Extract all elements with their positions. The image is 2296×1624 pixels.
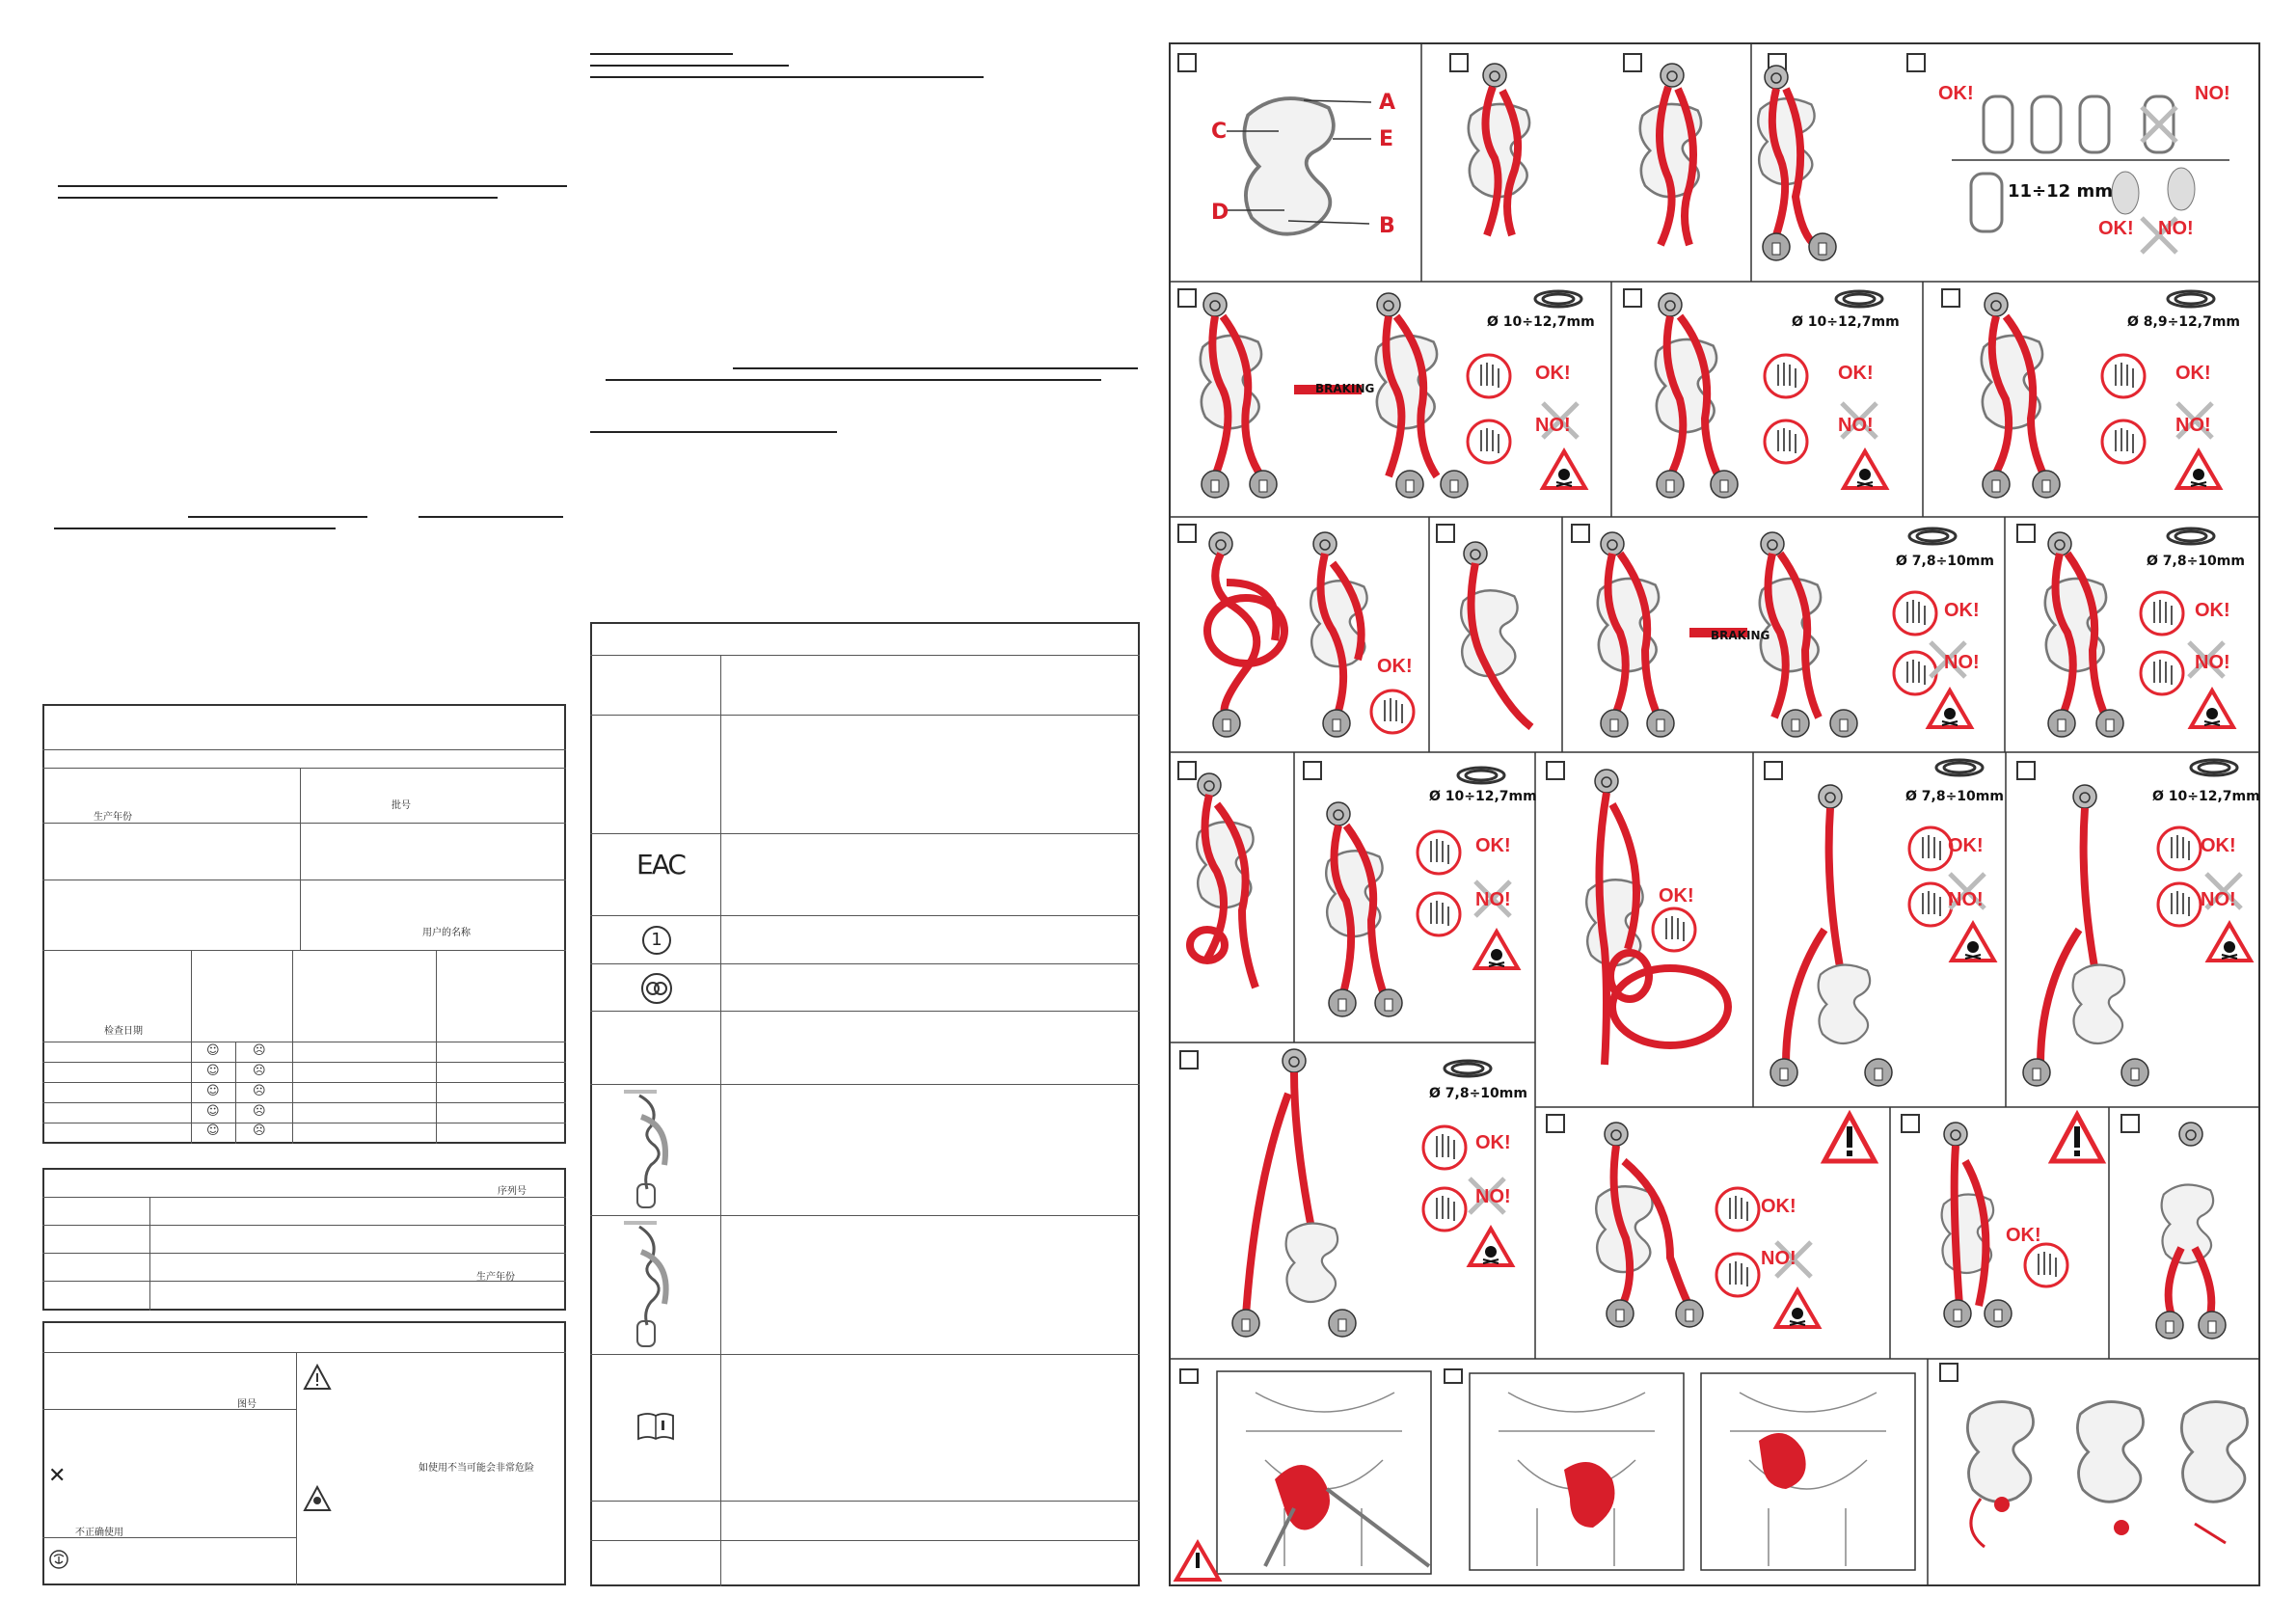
- ok-label: OK!: [1475, 1132, 1511, 1153]
- label-d: D: [1211, 201, 1229, 225]
- ok-label: OK!: [1761, 1196, 1796, 1217]
- ok-face-icon: ☺: [206, 1043, 220, 1058]
- ok-label: OK!: [1475, 835, 1511, 856]
- ko-face-icon: ☹: [253, 1123, 266, 1138]
- cross-icon: ✕: [48, 1464, 67, 1488]
- underline: [54, 528, 336, 529]
- danger-skull-icon: [303, 1485, 332, 1512]
- rope-diameter: Ø 7,8÷10mm: [1896, 554, 1994, 569]
- danger-label: 如使用不当可能会非常危险: [419, 1463, 534, 1474]
- read-manual-icon: [636, 1410, 675, 1441]
- no-label: NO!: [1761, 1248, 1796, 1269]
- underline: [188, 516, 367, 518]
- ok-label: OK!: [1659, 885, 1694, 907]
- eac-mark: EAC: [636, 849, 685, 880]
- ok-label: OK!: [1838, 363, 1874, 384]
- ok-face-icon: ☺: [206, 1104, 220, 1119]
- ok-label: OK!: [2006, 1225, 2041, 1246]
- no-label: NO!: [1838, 415, 1874, 436]
- no-label: NO!: [1948, 889, 1984, 910]
- ok-face-icon: ☺: [206, 1123, 220, 1138]
- rope-diameter: Ø 8,9÷12,7mm: [2127, 314, 2241, 330]
- figure-number-label: 图号: [237, 1399, 257, 1410]
- rope-diameter: Ø 7,8÷10mm: [1429, 1086, 1527, 1101]
- rope-diameter: Ø 10÷12,7mm: [1429, 789, 1537, 804]
- no-label: NO!: [2175, 415, 2211, 436]
- no-label: NO!: [1475, 1186, 1511, 1207]
- no-label: NO!: [1475, 889, 1511, 910]
- ok-label: OK!: [1938, 83, 1974, 104]
- serial-number-label: 序列号: [498, 1186, 527, 1197]
- rope-diameter: Ø 10÷12,7mm: [1487, 314, 1595, 330]
- no-label: NO!: [2201, 889, 2236, 910]
- serial-table: [42, 1168, 566, 1311]
- batch-label: 批号: [392, 800, 411, 811]
- ok-label: OK!: [1948, 835, 1984, 856]
- identity-card: [42, 704, 566, 1144]
- underline: [733, 367, 1138, 369]
- ok-label: OK!: [2175, 363, 2211, 384]
- ok-face-icon: ☺: [206, 1084, 220, 1098]
- underline: [590, 76, 984, 78]
- ok-face-icon: ☺: [206, 1064, 220, 1078]
- no-label: NO!: [2195, 652, 2230, 673]
- rings-icon: [640, 972, 673, 1005]
- braking-label: BRAKING: [1711, 629, 1770, 642]
- ok-label: OK!: [1535, 363, 1571, 384]
- rope-diameter: Ø 7,8÷10mm: [1905, 789, 2004, 804]
- no-label: NO!: [1944, 652, 1980, 673]
- production-year-label-2: 生产年份: [476, 1272, 515, 1283]
- ok-label: OK!: [2195, 600, 2230, 621]
- production-year-label: 生产年份: [94, 812, 132, 823]
- underline: [590, 431, 837, 433]
- carabiner-size: 11÷12 mm: [2008, 181, 2113, 202]
- anchor-icon: [48, 1549, 69, 1570]
- ko-face-icon: ☹: [253, 1084, 266, 1098]
- rope-diameter: Ø 7,8÷10mm: [2147, 554, 2245, 569]
- label-a: A: [1379, 91, 1396, 115]
- number-one-icon: 1: [642, 926, 671, 955]
- label-e: E: [1379, 127, 1394, 151]
- ko-face-icon: ☹: [253, 1043, 266, 1058]
- ok-label: OK!: [2201, 835, 2236, 856]
- device-usage-icon: [622, 1088, 689, 1211]
- no-label: NO!: [2195, 83, 2230, 104]
- underline: [419, 516, 563, 518]
- underline: [590, 65, 789, 67]
- underline: [58, 197, 498, 199]
- label-b: B: [1379, 214, 1395, 238]
- ko-face-icon: ☹: [253, 1104, 266, 1119]
- user-name-label: 用户的名称: [422, 928, 471, 938]
- warning-icon: [303, 1364, 332, 1391]
- no-label: NO!: [2158, 218, 2194, 239]
- rope-diameter: Ø 10÷12,7mm: [2152, 789, 2260, 804]
- rope-diameter: Ø 10÷12,7mm: [1792, 314, 1900, 330]
- ok-label: OK!: [1377, 656, 1413, 677]
- braking-label: BRAKING: [1315, 382, 1375, 395]
- inspection-date-label: 检查日期: [104, 1026, 143, 1037]
- underline: [58, 185, 567, 187]
- legend-table: [42, 1321, 566, 1585]
- underline: [590, 53, 733, 55]
- underline: [606, 379, 1101, 381]
- ok-label: OK!: [1944, 600, 1980, 621]
- device-usage-icon: [622, 1219, 689, 1350]
- ok-label: OK!: [2098, 218, 2134, 239]
- incorrect-use-label: 不正确使用: [75, 1528, 123, 1538]
- label-c: C: [1211, 120, 1228, 144]
- no-label: NO!: [1535, 415, 1571, 436]
- diagram-grid: [1169, 42, 2260, 1586]
- ko-face-icon: ☹: [253, 1064, 266, 1078]
